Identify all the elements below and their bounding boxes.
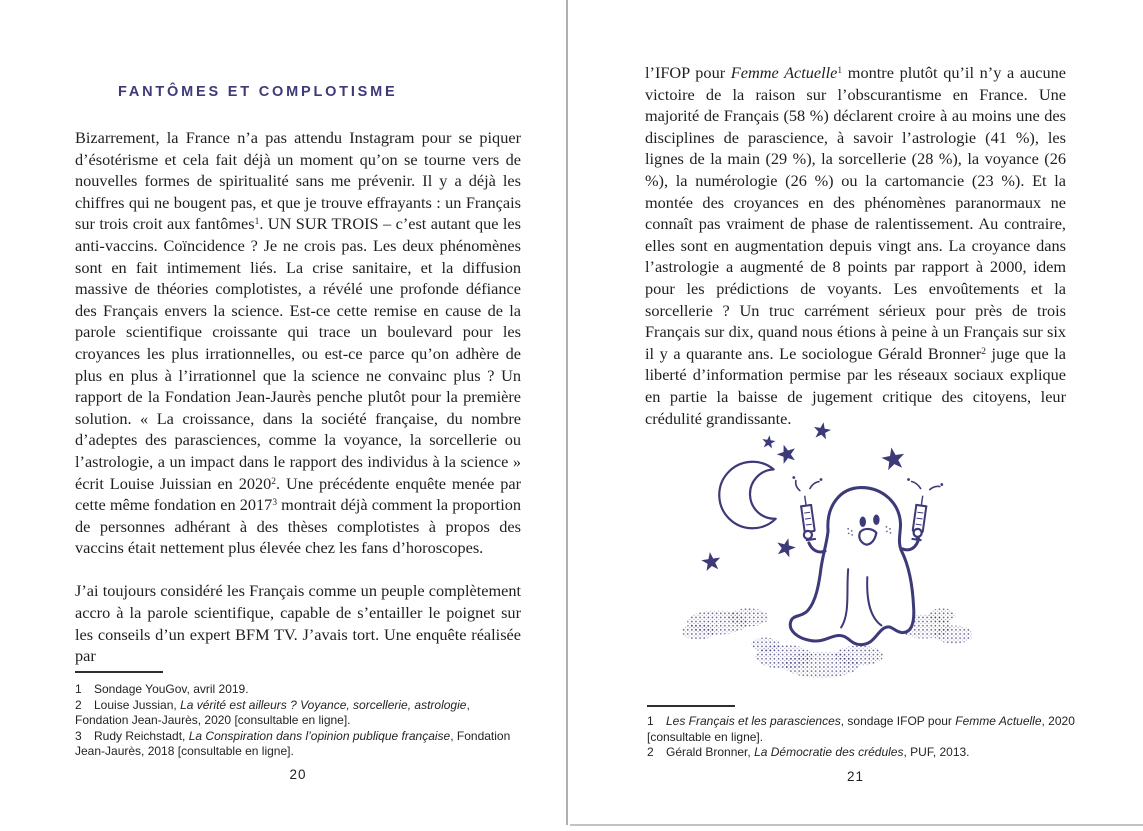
star-icon <box>880 445 906 471</box>
footnote-text: Sondage YouGov, avril 2019. <box>94 682 249 696</box>
paragraph: J’ai toujours considéré les Français comme un peuple complètement accro à la parole scientifique, capable de s’entailler le poignet sur les conseils d’un expert BFM TV. J’avais tort. Une enquête réalisée par <box>75 581 521 666</box>
star-icon <box>775 442 799 465</box>
footnote-number: 2 <box>647 745 654 760</box>
page-edge-line <box>570 824 1143 826</box>
footnote <box>75 729 523 760</box>
footnote-number: 1 <box>75 682 82 696</box>
footnote-text: Gérald Bronner, La Démocratie des crédules, PUF, 2013. <box>666 745 970 760</box>
footnote <box>647 714 1095 745</box>
footnotes-right <box>647 714 1095 761</box>
footnote <box>647 745 1095 761</box>
cloud-dots-left <box>682 608 769 639</box>
body-text-left <box>75 127 521 667</box>
footnote-rule <box>75 671 163 673</box>
footnote <box>75 698 523 729</box>
footnote-text: Rudy Reichstadt, La Conspiration dans l’opinion publique française, Fondation Jean-Jaurès, 2018 [consultable en ligne]. <box>75 728 511 759</box>
chapter-title: FANTÔMES ET COMPLOTISME <box>118 84 398 100</box>
paragraph: l’IFOP pour Femme Actuelle$^1$ montre plutôt qu’il n’y a aucune victoire de la raison sur l’obscurantisme en France. Une majorité de Français (58 %) déclarent croire à au moins une des disciplines de parascience, à savoir l’astrologie (41 %), les lignes de la main (29 %), la sorcellerie (28 %), la voyance (26 %), la numérologie (26 %) ou la cartomancie (23 %). Et la montée des croyances en des phénomènes paranormaux ne connaît pas vraiment de phase de ralentissement. Au contraire, elles sont en augmentation depuis vingt ans. La croyance dans l’astrologie a augmenté de 8 points par rapport à 2000, idem pour les prédictions de voyants. Les envoûtements et la sorcellerie ? Un truc carrément sérieux pour près de trois Français sur dix, quand nous étions à peine à un Français sur six il y a quarante ans. Le sociologue Gérald Bronner$^2$ juge que la liberté d’information permise par les réseaux sociaux explique en partie la baisse de jugement critique des citoyens, leur crédulité grandissante. <box>645 63 1067 428</box>
footnote-text: Les Français et les parasciences, sondage IFOP pour Femme Actuelle, 2020 [consultable en ligne]. <box>647 714 1075 744</box>
page-number-left: 20 <box>289 767 307 782</box>
footnote-number: 1 <box>647 714 654 728</box>
crescent-moon-icon <box>719 462 775 528</box>
page-gutter-line <box>566 0 568 825</box>
footnote-number: 3 <box>75 728 82 743</box>
page-right <box>566 0 1143 831</box>
footnote-number: 2 <box>75 697 82 712</box>
ghost-illustration <box>670 418 972 690</box>
body-text-right <box>645 62 1066 429</box>
star-icon <box>700 551 721 572</box>
syringe-icon <box>907 478 943 540</box>
page-left <box>0 0 566 831</box>
footnote-rule <box>647 705 735 707</box>
footnote-text: Louise Jussian, La vérité est ailleurs ? Voyance, sorcellerie, astrologie, Fondation Jean-Jaurès, 2020 [consultable en ligne]. <box>75 697 470 728</box>
footnotes-left <box>75 682 523 760</box>
footnote <box>75 682 523 698</box>
page-number-right: 21 <box>846 769 865 784</box>
star-icon <box>812 421 832 440</box>
star-icon <box>761 434 776 448</box>
star-icon <box>774 536 797 559</box>
paragraph: Bizarrement, la France n’a pas attendu Instagram pour se piquer d’ésotérisme et cela fait déjà un moment qu’on se tourne vers de nouvelles formes de spiritualité sans me prévenir. Il y a déjà les chiffres qui ne bougent pas, et que je trouve effrayants : un Français sur trois croit aux fantômes$^1$. UN SUR TROIS – c’est autant que les anti-vaccins. Coïncidence ? Je ne crois pas. Les deux phénomènes sont en fait intimement liés. La crise sanitaire, et la diffusion massive de théories complotistes, a révélé une profonde défiance des Français envers la science. Est-ce cette remise en cause de la parole scientifique croissante qui trace un boulevard pour les croyances les plus irrationnelles, ou est-ce parce qu’on adhère de plus en plus à l’irrationnel que la science ne convainc plus ? Un rapport de la Fondation Jean-Jaurès penche plutôt pour la première solution. « La croissance, dans la société française, du nombre d’adeptes des parasciences, comme la voyance, la sorcellerie ou l’astrologie, a un impact dans le rapport des individus à la science » écrit Louise Juissian en 2020$^2$. Une précédente enquête menée par cette même fondation en 2017$^3$ montrait déjà comment la proportion de personnes adhérant à des thèses complotistes à propos des vaccins était nettement plus élevée chez les fans d’horoscopes. <box>75 128 522 558</box>
